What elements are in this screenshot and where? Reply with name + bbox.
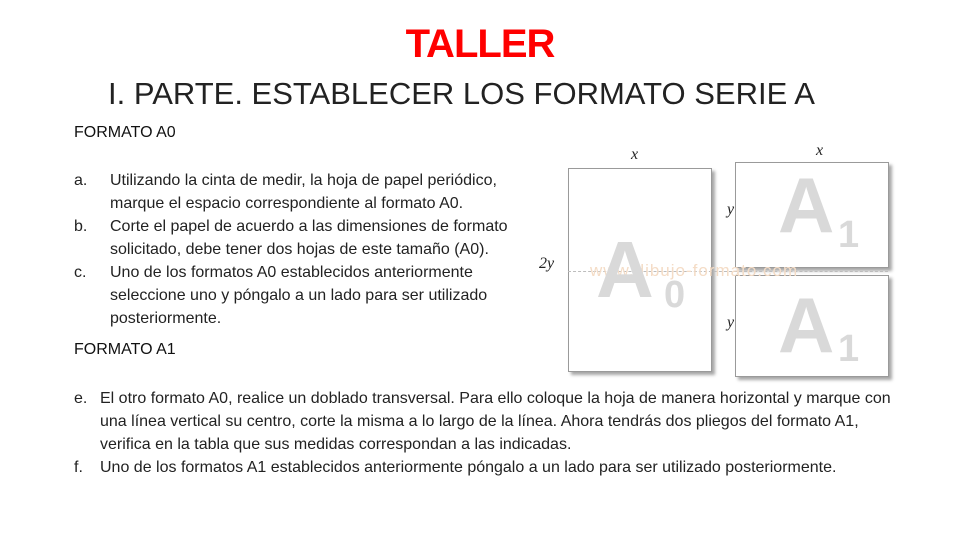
list-formato-a0 xyxy=(74,169,540,330)
slide-subtitle: I. PARTE. ESTABLECER LOS FORMATO SERIE A xyxy=(108,76,815,111)
label-2y: 2y xyxy=(539,255,555,272)
list-formato-a1 xyxy=(74,387,894,479)
slide-title: TALLER xyxy=(405,22,555,66)
list-marker: b. xyxy=(74,218,88,235)
list-item-a xyxy=(74,169,540,215)
a0-subscript: 0 xyxy=(664,274,686,316)
a0-letter: A xyxy=(596,225,654,314)
list-marker: a. xyxy=(74,172,88,189)
list-item-text: Utilizando la cinta de medir, la hoja de papel periódico, marque el espacio correspondiente al formato A0. xyxy=(110,172,497,212)
label-x-a0: x xyxy=(631,146,639,163)
list-marker: c. xyxy=(74,264,87,281)
list-item-b xyxy=(74,215,540,261)
a1-top-subscript: 1 xyxy=(838,214,860,256)
a1-bottom-subscript: 1 xyxy=(838,328,860,370)
a1-top-letter: A xyxy=(778,161,835,249)
list-marker: f. xyxy=(74,459,83,476)
list-item-e xyxy=(74,387,894,456)
list-item-text: Uno de los formatos A1 establecidos anteriormente póngalo a un lado para ser utilizado posteriormente. xyxy=(100,459,837,476)
list-marker: e. xyxy=(74,390,88,407)
list-item-text: El otro formato A0, realice un doblado transversal. Para ello coloque la hoja de manera horizontal y marque con una línea vertical su centro, corte la misma a lo largo de la línea. Ahora tendrás dos pliegos del formato A1, verifica en la tabla que sus medidas correspondan a las indicadas. xyxy=(100,390,891,453)
a1-bottom-letter: A xyxy=(778,281,835,369)
label-y-top: y xyxy=(727,201,735,218)
label-x-a1: x xyxy=(816,142,824,159)
list-item-text: Uno de los formatos A0 establecidos anteriormente seleccione uno y póngalo a un lado para ser utilizado posteriormente. xyxy=(110,264,488,327)
label-y-bottom: y xyxy=(727,314,735,331)
watermark: www.dibujo-formato.com xyxy=(590,261,799,280)
heading-formato-a1: FORMATO A1 xyxy=(74,341,176,358)
heading-formato-a0: FORMATO A0 xyxy=(74,124,176,141)
list-item-c xyxy=(74,261,540,330)
list-item-text: Corte el papel de acuerdo a las dimensiones de formato solicitado, debe tener dos hojas de este tamaño (A0). xyxy=(110,218,508,258)
list-item-f xyxy=(74,456,894,479)
